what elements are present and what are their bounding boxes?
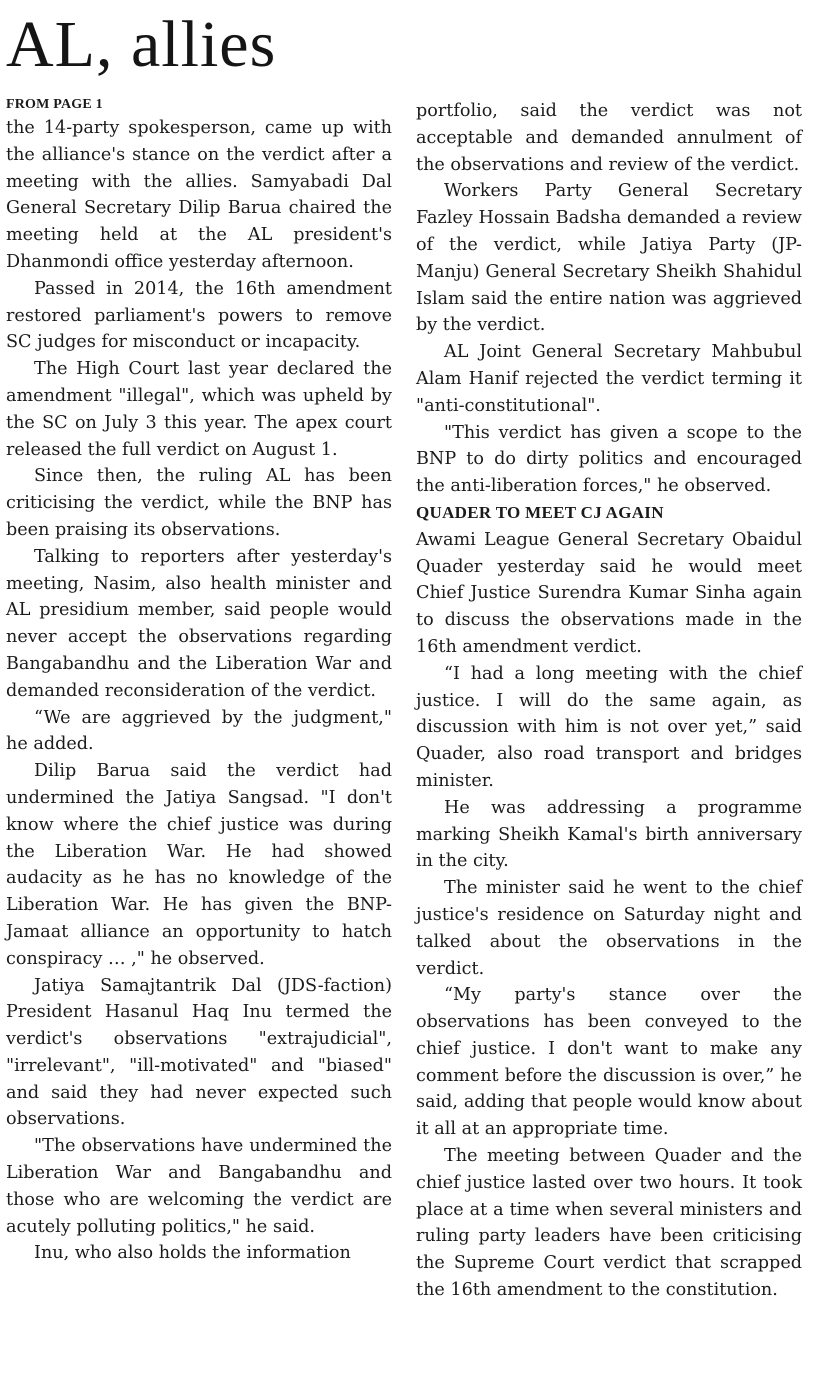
- paragraph: "This verdict has given a scope to the BNP to do dirty politics and encouraged the anti-liberation forces," he observed.: [416, 422, 802, 497]
- paragraph: Since then, the ruling AL has been criticising the verdict, while the BNP has been praising its observations.: [6, 466, 392, 540]
- paragraph: The High Court last year declared the amendment "illegal", which was upheld by the SC on July 3 this year. The apex court released the full verdict on August 1.: [6, 359, 392, 460]
- paragraph: Passed in 2014, the 16th amendment restored parliament's powers to remove SC judges for misconduct or incapacity.: [6, 278, 392, 353]
- jump-line: FROM PAGE 1: [6, 97, 103, 112]
- right-column: [416, 98, 802, 1304]
- subhead: QUADER TO MEET CJ AGAIN: [416, 502, 664, 522]
- left-column: [6, 95, 392, 1267]
- paragraph: Talking to reporters after yesterday's meeting, Nasim, also health minister and AL presidium member, said people would never accept the observations regarding Bangabandhu and the Liberation War and demanded reconsideration of the verdict.: [6, 546, 392, 701]
- paragraph: "The observations have undermined the Liberation War and Bangabandhu and those who are welcoming the verdict are acutely polluting politics," he said.: [6, 1136, 392, 1237]
- paragraph: portfolio, said the verdict was not acceptable and demanded annulment of the observations and review of the verdict.: [416, 101, 802, 175]
- paragraph: Inu, who also holds the information: [34, 1243, 351, 1264]
- paragraph: “My party's stance over the observations has been conveyed to the chief justice. I don't want to make any comment before the discussion is over,” he said, adding that people would know about it all at an appropriate time.: [416, 985, 802, 1140]
- headline: AL, allies: [6, 8, 277, 81]
- paragraph: The meeting between Quader and the chief justice lasted over two hours. It took place at a time when several ministers and ruling party leaders have been criticising the Supreme Court verdict that scrapped the 16th amendment to the constitution.: [416, 1146, 802, 1301]
- paragraph: The minister said he went to the chief justice's residence on Saturday night and talked about the observations in the verdict.: [416, 878, 802, 979]
- paragraph: “We are aggrieved by the judgment," he added.: [6, 707, 392, 755]
- paragraph: He was addressing a programme marking Sheikh Kamal's birth anniversary in the city.: [416, 797, 802, 872]
- paragraph: Jatiya Samajtantrik Dal (JDS-faction) President Hasanul Haq Inu termed the verdict's observations "extrajudicial", "irrelevant", "ill-motivated" and "biased" and said they had never expected such observations.: [6, 975, 392, 1130]
- paragraph: Workers Party General Secretary Fazley Hossain Badsha demanded a review of the verdict, while Jatiya Party (JP-Manju) General Secretary Sheikh Shahidul Islam said the entire nation was aggrieved by the verdict.: [416, 181, 802, 336]
- paragraph: AL Joint General Secretary Mahbubul Alam Hanif rejected the verdict terming it "anti-constitutional".: [416, 342, 802, 416]
- paragraph: “I had a long meeting with the chief justice. I will do the same again, as discussion with him is not over yet,” said Quader, also road transport and bridges minister.: [416, 663, 802, 791]
- paragraph: Awami League General Secretary Obaidul Quader yesterday said he would meet Chief Justice Surendra Kumar Sinha again to discuss the observations made in the 16th amendment verdict.: [416, 529, 802, 657]
- paragraph: the 14-party spokesperson, came up with the alliance's stance on the verdict after a meeting with the allies. Samyabadi Dal General Secretary Dilip Barua chaired the meeting held at the AL president's Dhanmondi office yesterday afternoon.: [6, 118, 392, 272]
- paragraph: Dilip Barua said the verdict had undermined the Jatiya Sangsad. "I don't know where the chief justice was during the Liberation War. He had showed audacity as he has no knowledge of the Liberation War. He has given the BNP-Jamaat alliance an opportunity to hatch conspiracy … ," he observed.: [6, 761, 392, 969]
